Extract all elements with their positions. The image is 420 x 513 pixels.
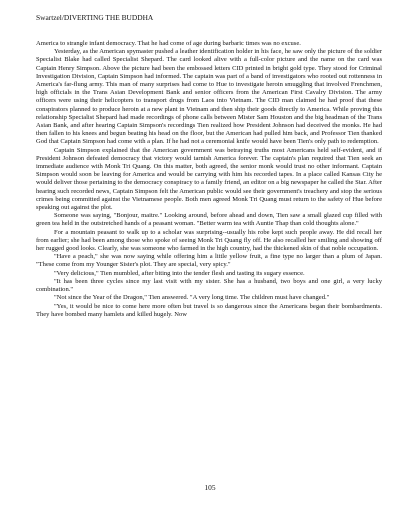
paragraph: "Not since the Year of the Dragon," Tien answered. "A very long time. The children must have changed." [54, 294, 330, 302]
body-text [36, 40, 382, 319]
paragraph: Yesterday, as the American spymaster pushed a leather identification holder in his face, he saw only the picture of the soldier Specialist Blake had called Specialist Shepard. The card looked alive with a full-color picture and the name on the card was Captain Henry Simpson. Above the picture had been the embossed letters CID printed in bright gold type. They stood for Criminal Investigation Division, Captain Simpson had informed. The captain was part of a band of investigators who rooted out rottenness in America's far-flung army. This man of many surprises had come to Hue to investigate heroin smuggling that involved Frenchmen, high officials in the Trans Asian Development Bank and senior officers from the American First Cavalry Division. The army officers were using their helicopters to transport drugs from Laos into Vietnam. The CID man claimed he had proof that these conspirators planned to produce heroin at a new plant in Vietnam and then ship their goods directly to America. While proving this relationship Specialist Shepard had made recordings of phone calls between Mister Sam Houston and the big headman of the Trans Asian Bank, and after hearing Captain Simpson's recordings Tien realized how President Johnson had deceived the monks. He had then fallen to his knees and begun beating his head on the floor, but the American had pulled him back, and Professor Tien thanked God that Captain Simpson had come with a plan. If he had not a ceremonial knife would have been Tien's only path to redemption. [36, 48, 382, 146]
running-head: Swartzel/DIVERTING THE BUDDHA [36, 13, 154, 22]
paragraph: "It has been three cycles since my last visit with my sister. She has a husband, two boys and one girl, a very lucky combination." [36, 277, 382, 294]
paragraph: "Have a peach," she was now saying while offering him a little yellow fruit, a fine type no larger than a plum of Japan. "These come from my Younger Sister's plot. They are special, very spicy." [36, 253, 382, 269]
paragraph: For a mountain peasant to walk up to a scholar was surprising--usually his robe kept such people away. He did recall her from earlier; she had been among those who spoke of seeing Monk Tri Quang fly off. He also recalled her smiling and showing off her rugged good looks. Clearly, she was someone who farmed in the high country, had the thickened skin of that noble occupation. [36, 228, 382, 253]
paragraph: "Very delicious," Tien mumbled, after biting into the tender flesh and tasting its sugary essence. [54, 269, 305, 277]
paragraph: America to strangle infant democracy. That he had come of age during barbaric times was no excuse. [36, 40, 301, 47]
paragraph: Someone was saying, "Bonjour, maitre." Looking around, before ahead and down, Tien saw a small glazed cup filled with green tea held in the outstretched hands of a peasant woman. "Better warm tea with Auntie Thap than cold thoughts alone." [36, 212, 382, 228]
paragraph: Captain Simpson explained that the American government was betraying truths most Americans held self-evident, and if President Johnson defeated democracy that victory would tarnish America forever. The captain's plan required that Tien seek an immediate audience with Monk Tri Quang. On this matter, both agreed, the senior monk would trust no other informant. Captain Simpson would soon be leaving for America and would be carrying with him his recorded tapes. In a place called Kansas City he would deliver those pertaining to the democracy conspiracy to a family friend, an editor on a big newspaper he called the Star. After hearing such recorded news, Captain Simpson felt the American public would see their government's treachery and stop the serious crimes being committed against the Vietnamese people. Both men agreed Monk Tri Quang must return to the safety of Hue before speaking out against the plot. [36, 146, 382, 212]
page-number: 105 [204, 483, 216, 492]
paragraph: "Yes, it would be nice to come here more often but travel is so dangerous since the Americans began their bombardments. They have bombed many hamlets and killed hugely. Now [36, 302, 382, 318]
